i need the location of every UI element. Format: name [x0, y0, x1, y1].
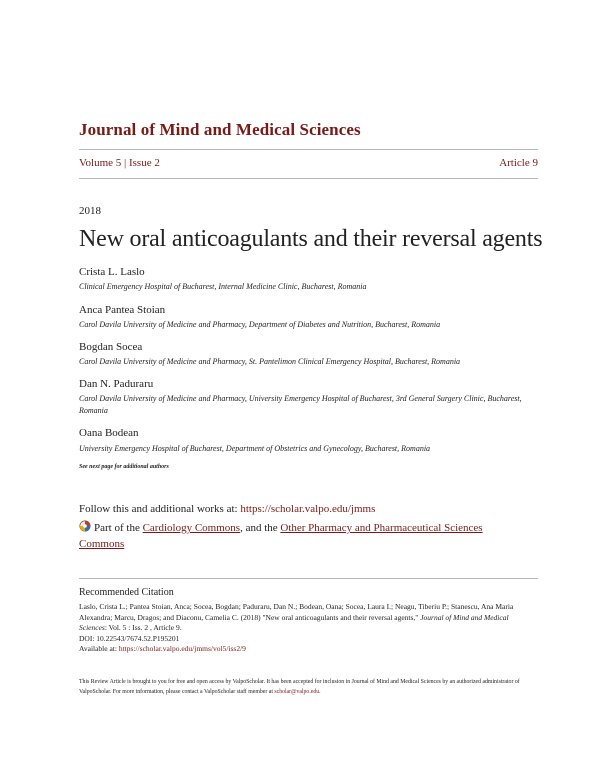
part-of-middle: , and the	[240, 522, 281, 534]
commons-network-icon	[79, 520, 91, 532]
citation-text: Laslo, Crista L.; Pantea Stoian, Anca; Socea, Bogdan; Paduraru, Dan N.; Bodean, Oana; Socea, Laura I.; Neagu, Tiberiu P.; Stanescu, Ana Maria Alexandra; Marcu, Dragos; and Diaconu, Camelia C. (2018) "New oral anticoagulants and their reversal agents,"	[79, 602, 514, 622]
author-affiliation: Carol Davila University of Medicine and Pharmacy, St. Pantelimon Clinical Emergency Hospital, Bucharest, Romania	[79, 357, 461, 366]
author-name: Bogdan Socea	[79, 341, 143, 353]
header-rule-bottom	[79, 178, 538, 179]
footer-text: This Review Article is brought to you for free and open access by ValpoScholar. It has been accepted for inclusion in Journal of Mind and Medical Sciences by an authorized administrator of ValpoScholar. For more information, please contact a ValpoScholar staff member at	[79, 679, 520, 695]
part-of-prefix: Part of the	[94, 522, 143, 534]
access-footer	[79, 678, 534, 697]
author-name: Crista L. Laslo	[79, 266, 145, 278]
author-affiliation: Carol Davila University of Medicine and Pharmacy, Department of Diabetes and Nutrition, Bucharest, Romania	[79, 320, 441, 329]
author-name: Oana Bodean	[79, 427, 139, 439]
article-number-link[interactable]: Article 9	[499, 157, 538, 169]
available-at-label: Available at:	[79, 644, 119, 653]
author-name: Anca Pantea Stoian	[79, 304, 166, 316]
follow-line	[79, 503, 375, 515]
citation-journal: Journal of Mind and Medical Sciences	[79, 612, 509, 632]
author-affiliation: Clinical Emergency Hospital of Bucharest, Internal Medicine Clinic, Bucharest, Romania	[79, 282, 367, 291]
pharmacy-commons-link[interactable]: Other Pharmacy and Pharmaceutical Sciences Commons	[79, 522, 483, 550]
article-url-link[interactable]: https://scholar.valpo.edu/jmms/vol5/iss2/9	[118, 644, 246, 653]
journal-title[interactable]: Journal of Mind and Medical Sciences	[79, 120, 361, 139]
citation-block	[79, 602, 538, 655]
recommended-citation-heading: Recommended Citation	[79, 587, 174, 598]
see-next-page-note: See next page for additional authors	[79, 464, 169, 470]
contact-email-link[interactable]: scholar@valpo.edu	[274, 688, 320, 695]
header-rule-top	[79, 149, 538, 150]
article-title: New oral anticoagulants and their reversal agents	[79, 226, 543, 252]
citation-rule	[79, 578, 538, 579]
citation-volume: : Vol. 5 : Iss. 2 , Article 9.	[104, 623, 182, 632]
author-affiliation: University Emergency Hospital of Bucharest, Department of Obstetrics and Gynecology, Bucharest, Romania	[79, 444, 431, 453]
author-affiliation: Carol Davila University of Medicine and Pharmacy, University Emergency Hospital of Bucharest, 3rd General Surgery Clinic, Bucharest, Romania	[79, 394, 522, 415]
volume-issue-link[interactable]: Volume 5 | Issue 2	[79, 157, 160, 169]
cardiology-commons-link[interactable]: Cardiology Commons	[142, 522, 241, 534]
footer-end: .	[319, 688, 321, 695]
volume-line	[79, 157, 538, 169]
repository-link[interactable]: https://scholar.valpo.edu/jmms	[240, 503, 376, 515]
author-name: Dan N. Paduraru	[79, 378, 154, 390]
part-of-line	[79, 520, 519, 552]
follow-text: Follow this and additional works at:	[79, 503, 241, 515]
citation-doi: DOI: 10.22543/7674.52.P195201	[79, 633, 180, 643]
publication-year: 2018	[79, 205, 101, 217]
